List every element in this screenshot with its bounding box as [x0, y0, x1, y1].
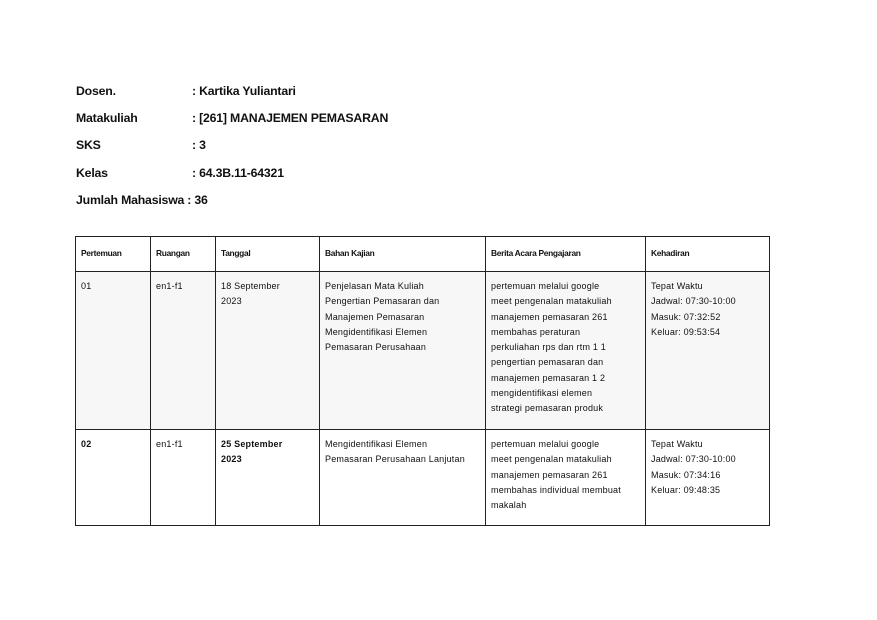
- header-pertemuan: Pertemuan: [76, 237, 151, 272]
- course-info: [76, 77, 388, 213]
- text-line: 18 September: [221, 281, 280, 291]
- text-line: manajemen pemasaran 1 2: [491, 372, 606, 383]
- cell-ruangan: en1-f1: [151, 430, 216, 526]
- info-label: SKS: [76, 138, 101, 153]
- table-row: [76, 430, 770, 526]
- text-line: manajemen pemasaran 261: [491, 469, 608, 480]
- text-line: Pemasaran Perusahaan Lanjutan: [325, 454, 465, 465]
- text-line: Jadwal: 07:30-10:00: [651, 454, 736, 465]
- cell-bahan-kajian: [320, 272, 486, 430]
- table-row: [76, 272, 770, 430]
- cell-pertemuan: 01: [76, 272, 151, 430]
- text-line: membahas individual membuat: [491, 484, 621, 495]
- info-label: Jumlah Mahasiswa: [76, 192, 185, 207]
- header-bahan-kajian: Bahan Kajian: [320, 237, 486, 272]
- info-value: : 36: [187, 192, 208, 207]
- text-line: manajemen pemasaran 261: [491, 311, 608, 322]
- text-line: Penjelasan Mata Kuliah: [325, 281, 424, 291]
- header-ruangan: Ruangan: [151, 237, 216, 272]
- header-tanggal: Tanggal: [216, 237, 320, 272]
- cell-ruangan: en1-f1: [151, 272, 216, 430]
- text-line: Mengidentifikasi Elemen: [325, 326, 428, 337]
- text-line: strategi pemasaran produk: [491, 403, 604, 414]
- cell-kehadiran: [646, 430, 770, 526]
- cell-tanggal: [216, 272, 320, 430]
- text-line: Jadwal: 07:30-10:00: [651, 296, 736, 307]
- cell-pertemuan: 02: [76, 430, 151, 526]
- info-row-matakuliah: [76, 104, 388, 131]
- cell-tanggal: [216, 430, 320, 526]
- text-line: Pemasaran Perusahaan: [325, 342, 427, 353]
- text-line: pertemuan melalui google: [491, 281, 600, 291]
- text-line: Masuk: 07:32:52: [651, 311, 721, 322]
- text-line: Manajemen Pemasaran: [325, 311, 425, 322]
- cell-berita-acara: [486, 430, 646, 526]
- info-value: : Kartika Yuliantari: [192, 83, 296, 98]
- text-line: Pengertian Pemasaran dan: [325, 296, 440, 307]
- text-line: 2023: [221, 454, 242, 465]
- info-row-dosen: [76, 77, 388, 104]
- text-line: pengertian pemasaran dan: [491, 357, 604, 368]
- header-kehadiran: Kehadiran: [646, 237, 770, 272]
- text-line: mengidentifikasi elemen: [491, 388, 593, 399]
- info-row-kelas: [76, 159, 388, 186]
- info-value: : 3: [192, 138, 206, 153]
- text-line: membahas peraturan: [491, 326, 581, 337]
- cell-bahan-kajian: [320, 430, 486, 526]
- table-header-row: [76, 237, 770, 272]
- text-line: Mengidentifikasi Elemen: [325, 439, 428, 449]
- info-label: Kelas: [76, 165, 108, 180]
- text-line: Tepat Waktu: [651, 281, 703, 291]
- schedule-table: [75, 236, 770, 526]
- text-line: 25 September: [221, 439, 283, 449]
- info-row-jumlah-mahasiswa: [76, 186, 388, 213]
- text-line: pertemuan melalui google: [491, 439, 600, 449]
- text-line: 2023: [221, 296, 242, 307]
- info-value: : [261] MANAJEMEN PEMASARAN: [192, 110, 389, 125]
- text-line: Masuk: 07:34:16: [651, 469, 721, 480]
- info-label: Matakuliah: [76, 110, 138, 125]
- info-value: : 64.3B.11-64321: [192, 165, 284, 180]
- info-row-sks: [76, 132, 388, 159]
- text-line: Tepat Waktu: [651, 439, 703, 449]
- cell-kehadiran: [646, 272, 770, 430]
- info-label: Dosen.: [76, 83, 116, 98]
- text-line: meet pengenalan matakuliah: [491, 296, 612, 307]
- text-line: perkuliahan rps dan rtm 1 1: [491, 342, 606, 353]
- text-line: meet pengenalan matakuliah: [491, 454, 612, 465]
- text-line: Keluar: 09:48:35: [651, 484, 721, 495]
- cell-berita-acara: [486, 272, 646, 430]
- header-berita-acara: Berita Acara Pengajaran: [486, 237, 646, 272]
- text-line: makalah: [491, 500, 527, 511]
- text-line: Keluar: 09:53:54: [651, 326, 721, 337]
